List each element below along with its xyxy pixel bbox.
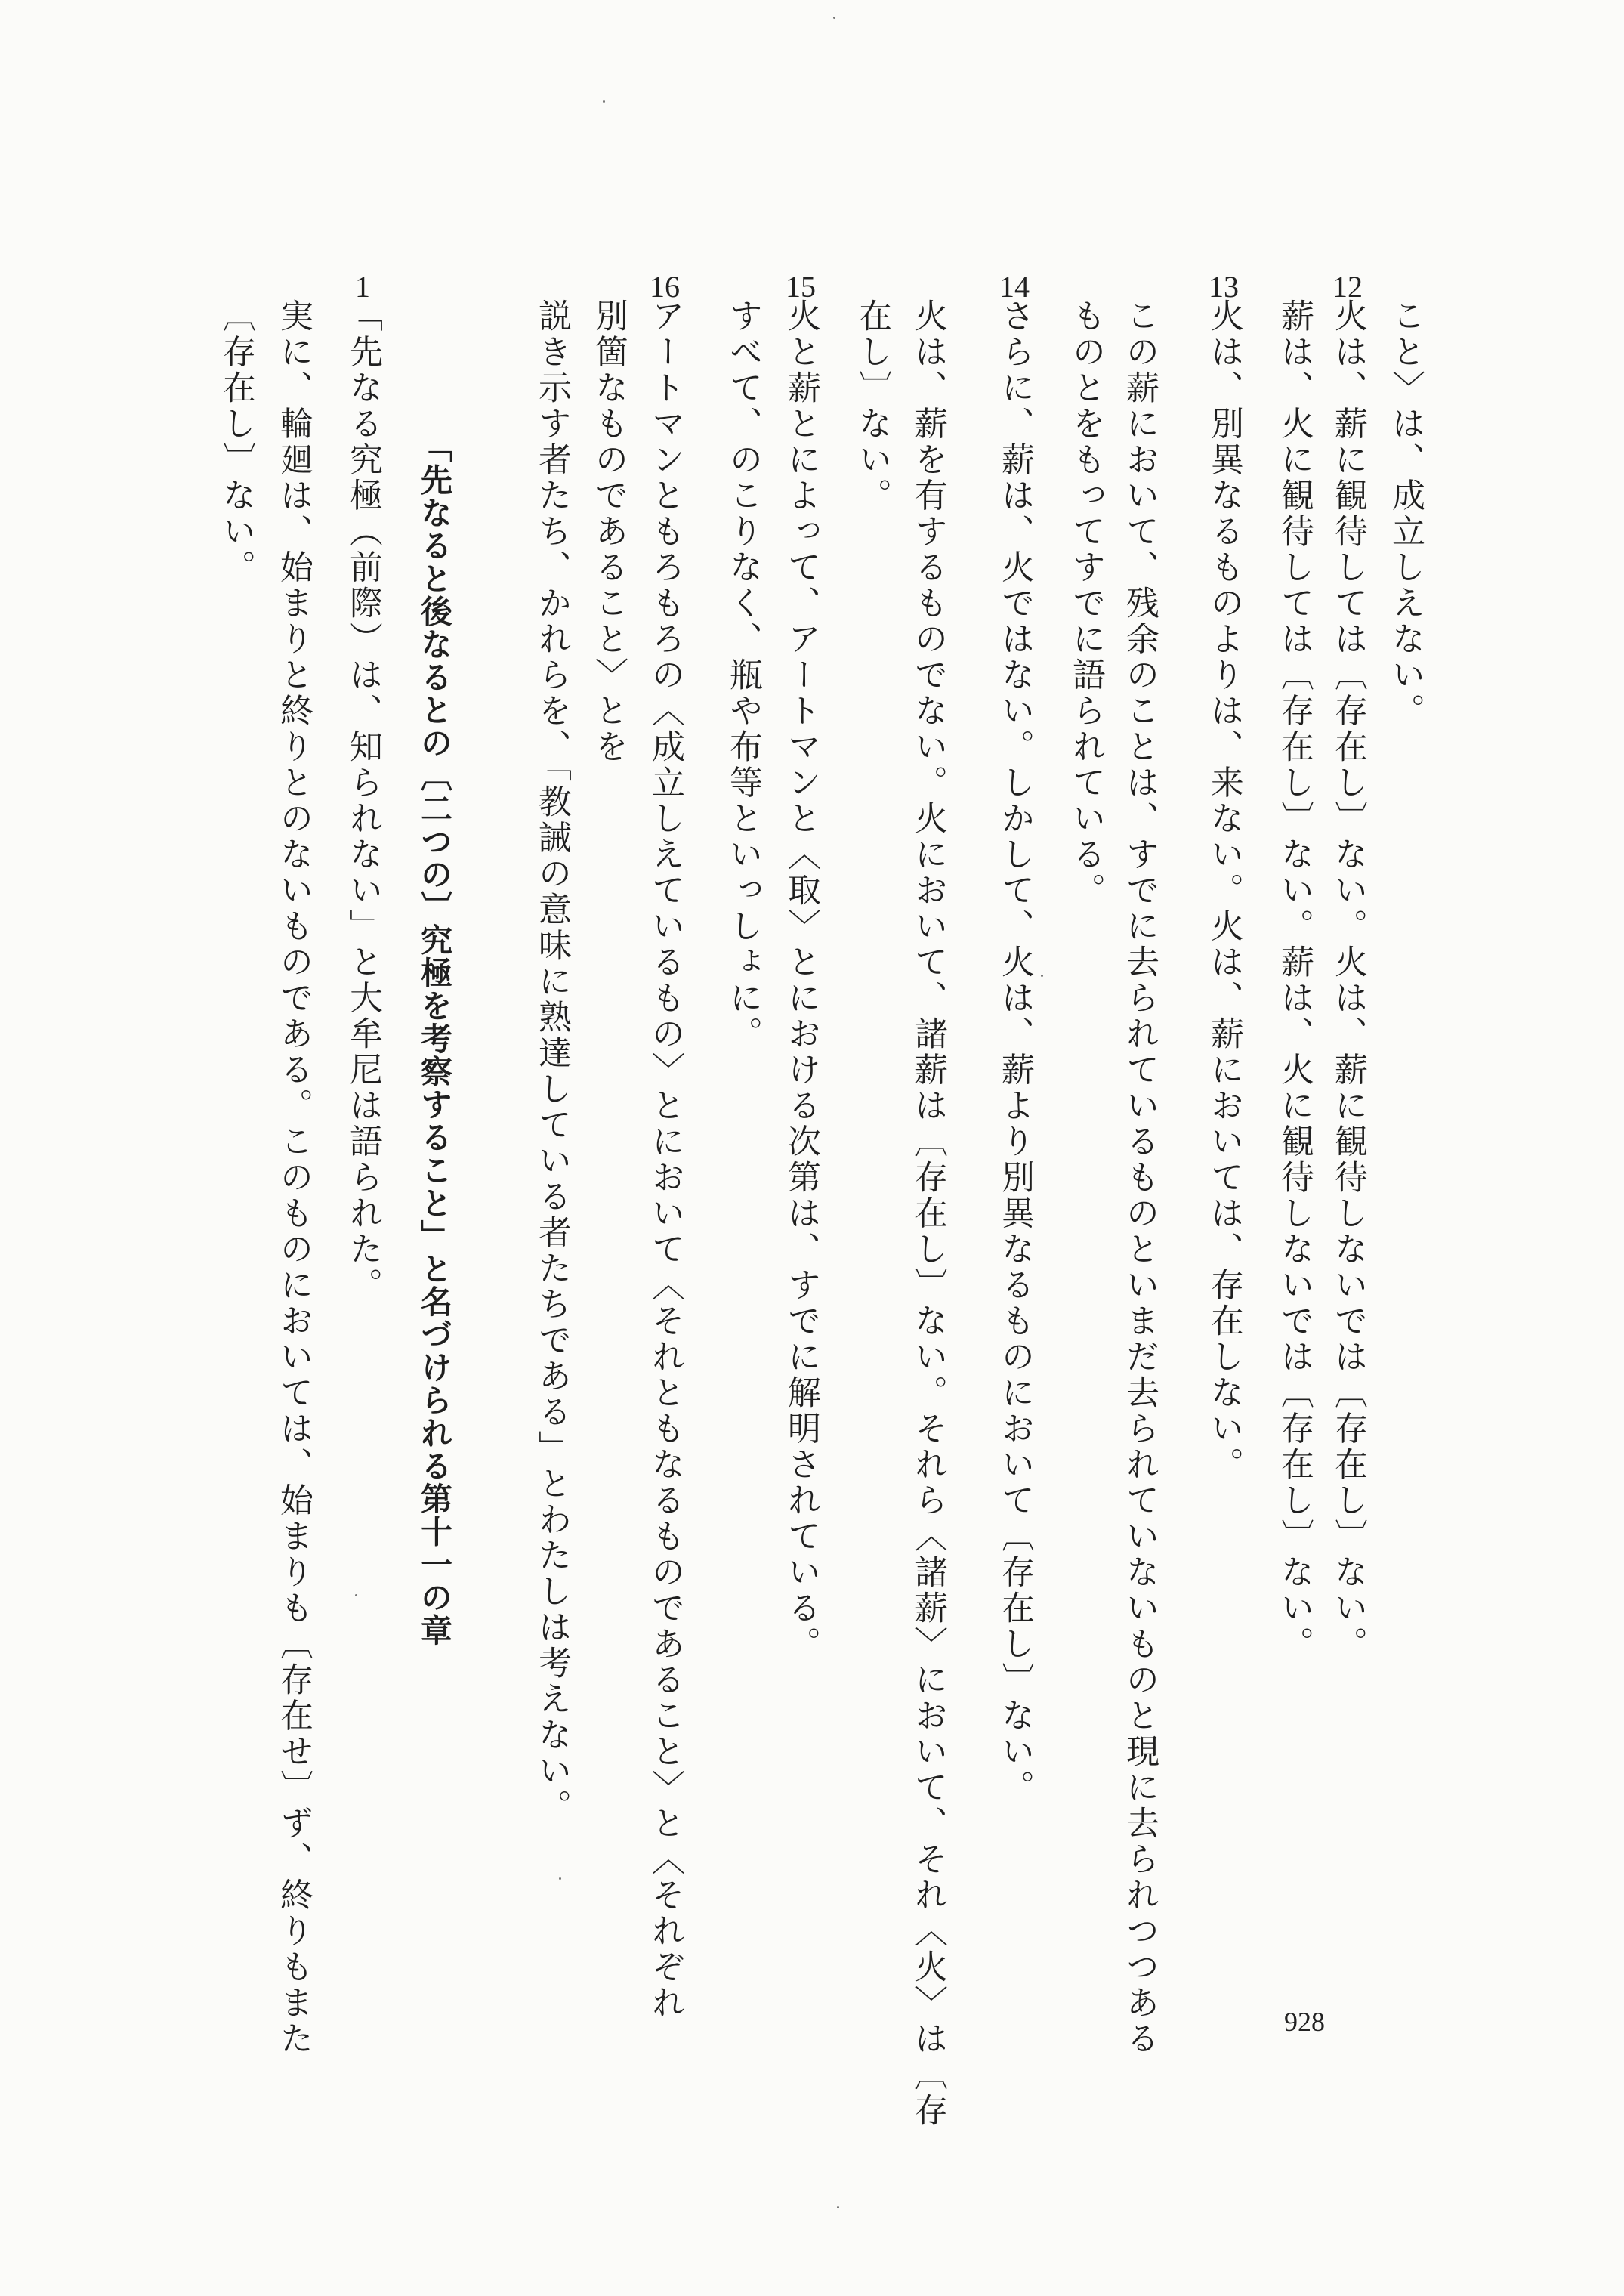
verse-number: 14: [999, 270, 1030, 304]
verse-number: 1: [355, 270, 370, 304]
scan-speck: [559, 1877, 561, 1880]
text-column: こと〉は、成立しえない。: [1386, 298, 1425, 729]
scan-speck: [837, 2206, 839, 2208]
verse-number: 12: [1332, 270, 1363, 304]
chapter-heading: 「先なると後なるとの〔二つの〕究極を考察すること」と名づけられる第十一の章: [416, 431, 453, 1647]
text-column: 説き示す者たち、かれらを、「教誡の意味に熟達している者たちである」とわたしは考えない。: [533, 298, 571, 1825]
text-column: さらに、薪は、火ではない。しかして、火は、薪より別異なるものにおいて〔存在し〕ない。: [996, 298, 1034, 1806]
verse-number: 16: [650, 270, 680, 304]
scan-speck: [603, 100, 605, 103]
verse-number: 13: [1209, 270, 1239, 304]
text-column: 「先なる究極（前際）は、知られない」と大牟尼は語られた。: [344, 298, 382, 1303]
verse-number: 15: [786, 270, 816, 304]
scan-speck: [355, 1594, 357, 1596]
text-column: 在し〕ない。: [853, 298, 891, 514]
text-column: 火は、薪に観待しては〔存在し〕ない。火は、薪に観待しないでは〔存在し〕ない。: [1329, 298, 1367, 1662]
scan-speck: [1041, 975, 1043, 977]
scan-speck: [833, 17, 835, 19]
text-column: 別箇なものであること〉とを: [589, 298, 628, 765]
text-column: 薪は、火に観待しては〔存在し〕ない。薪は、火に観待しないでは〔存在し〕ない。: [1275, 298, 1314, 1662]
text-column: 火と薪とによって、アートマンと〈取〉とにおける次第は、すでに解明されている。: [782, 298, 820, 1662]
page-number: 928: [1284, 2007, 1325, 2037]
text-column: この薪において、残余のことは、すでに去られているものといまだ去られていないものと現に去られつつある: [1120, 298, 1159, 2057]
text-column: 火は、薪を有するものでない。火において、諸薪は〔存在し〕ない。それら〈諸薪〉において、それ〈火〉は〔存: [909, 298, 947, 2129]
text-column: アートマンともろもろの〈成立しえているもの〉とにおいて〈それともなるものであること〉と〈それぞれ: [646, 298, 684, 2021]
text-column: 実に、輪廻は、始まりと終りとのないものである。このものにおいては、始まりも〔存在せ〕ず、終りもまた: [274, 298, 313, 2057]
text-column: 〔存在し〕ない。: [217, 298, 255, 586]
text-column: すべて、のこりなく、瓶や布等といっしょに。: [724, 298, 762, 1052]
text-column: ものとをもってすでに語られている。: [1067, 298, 1105, 909]
text-column: 火は、別異なるものよりは、来ない。火は、薪においては、存在しない。: [1205, 298, 1243, 1483]
